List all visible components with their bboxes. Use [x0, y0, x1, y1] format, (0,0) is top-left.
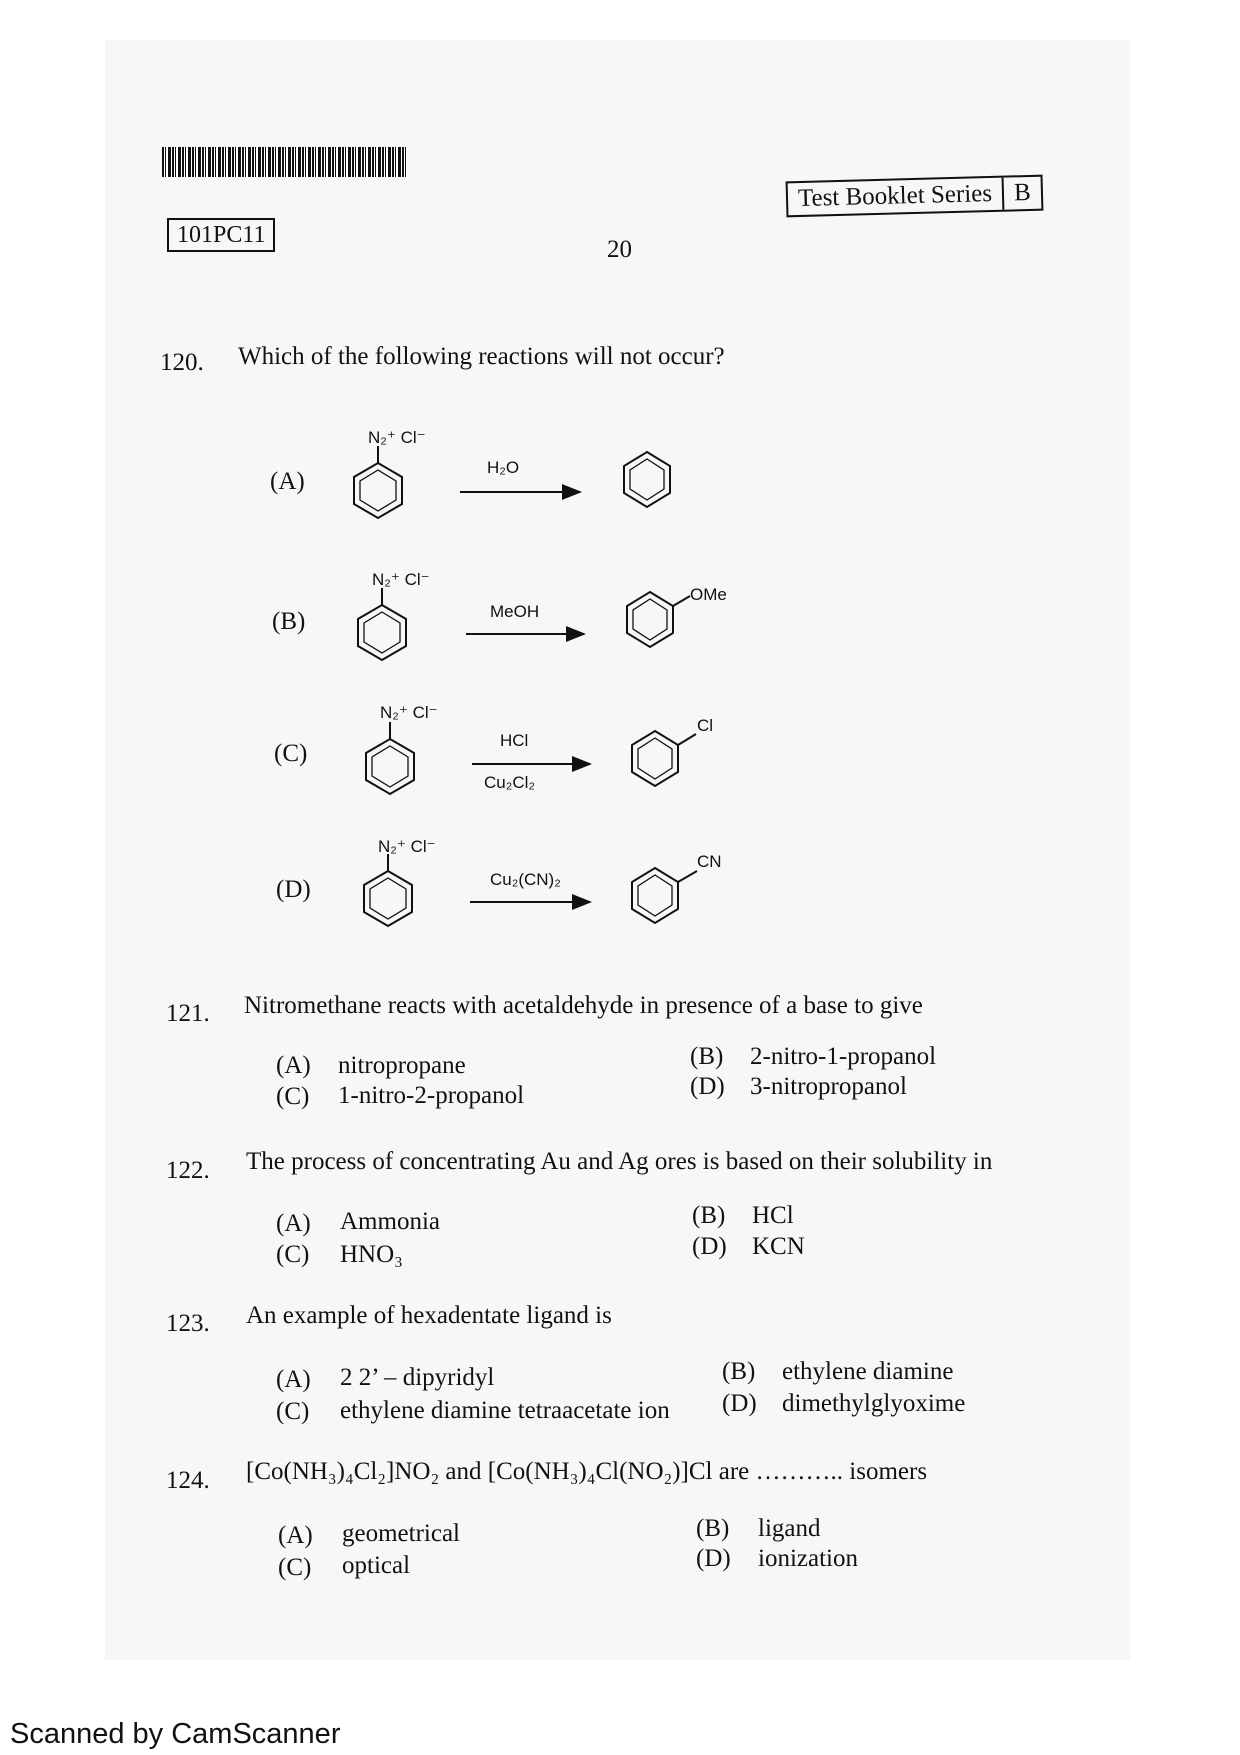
reactant-ring-c	[366, 722, 414, 794]
option-label: (C)	[276, 1241, 310, 1268]
page-number: 20	[607, 236, 632, 263]
product-ring-a	[624, 452, 670, 507]
question-number: 123.	[166, 1310, 210, 1337]
option-label: (D)	[692, 1233, 727, 1260]
option-label: (B)	[696, 1515, 730, 1542]
scanner-watermark: Scanned by CamScanner	[10, 1718, 341, 1750]
option-label: (D)	[696, 1545, 731, 1572]
paper-code: 101PC11	[167, 218, 275, 252]
reagent-d: Cu₂(CN)₂	[490, 870, 561, 889]
option-text: ionization	[758, 1545, 858, 1572]
option-text: ethylene diamine tetraacetate ion	[340, 1397, 670, 1424]
reactant-label-a: N₂⁺ Cl⁻	[368, 428, 426, 447]
product-substituent-b: OMe	[690, 585, 727, 604]
option-label: (C)	[276, 1398, 310, 1425]
option-label: (A)	[276, 1052, 311, 1079]
option-label: (D)	[690, 1073, 725, 1100]
question-number: 122.	[166, 1157, 210, 1184]
option-label-d: (D)	[276, 876, 311, 903]
product-ring-d	[632, 868, 697, 923]
option-text: ligand	[758, 1515, 821, 1542]
reactant-ring-a	[354, 446, 402, 518]
option-text: HNO₃	[340, 1241, 403, 1268]
option-text: HCl	[752, 1202, 794, 1229]
product-ring-c	[632, 731, 696, 786]
option-text: dimethylglyoxime	[782, 1390, 966, 1417]
question-number: 124.	[166, 1467, 210, 1494]
option-label: (A)	[278, 1522, 313, 1549]
option-label: (B)	[690, 1043, 724, 1070]
question-text: An example of hexadentate ligand is	[246, 1302, 612, 1329]
option-label: (C)	[278, 1554, 312, 1581]
product-ring-b	[627, 592, 690, 647]
booklet-series-label: Test Booklet Series	[788, 178, 1005, 216]
question-number: 121.	[166, 1000, 210, 1027]
option-label-a: (A)	[270, 468, 305, 495]
option-text: 3-nitropropanol	[750, 1073, 907, 1100]
option-text: Ammonia	[340, 1208, 440, 1235]
question-text: Nitromethane reacts with acetaldehyde in presence of a base to give	[244, 992, 923, 1019]
option-label: (D)	[722, 1390, 757, 1417]
option-text: geometrical	[342, 1520, 460, 1547]
reactant-ring-d	[364, 854, 412, 926]
option-text: KCN	[752, 1233, 805, 1260]
option-text: 2 2’ – dipyridyl	[340, 1364, 495, 1391]
reagent-c-top: HCl	[500, 731, 529, 750]
option-text: 2-nitro-1-propanol	[750, 1043, 937, 1070]
question-text: Which of the following reactions will not occur?	[238, 343, 725, 370]
reactant-label-c: N₂⁺ Cl⁻	[380, 703, 438, 722]
reagent-b: MeOH	[490, 602, 540, 621]
reactant-label-b: N₂⁺ Cl⁻	[372, 570, 430, 589]
option-label: (A)	[276, 1366, 311, 1393]
reactant-label-d: N₂⁺ Cl⁻	[378, 837, 436, 856]
option-text: optical	[342, 1552, 411, 1579]
option-label-c: (C)	[274, 740, 308, 767]
option-label: (C)	[276, 1083, 310, 1110]
product-substituent-d: CN	[697, 852, 722, 871]
option-text: nitropropane	[338, 1052, 466, 1079]
reactant-ring-b	[358, 588, 406, 660]
option-label: (B)	[692, 1202, 726, 1229]
question-number: 120.	[160, 349, 204, 376]
question-text: The process of concentrating Au and Ag ores is based on their solubility in	[246, 1148, 993, 1175]
option-text: 1-nitro-2-propanol	[338, 1082, 525, 1109]
option-label: (A)	[276, 1210, 311, 1237]
reagent-a: H₂O	[487, 458, 520, 477]
option-label-b: (B)	[272, 608, 306, 635]
product-substituent-c: Cl	[697, 716, 714, 735]
option-text: ethylene diamine	[782, 1358, 954, 1385]
reagent-c-bottom: Cu₂Cl₂	[484, 773, 535, 792]
option-label: (B)	[722, 1358, 756, 1385]
booklet-series-value: B	[1013, 178, 1032, 207]
question-text: [Co(NH₃)₄Cl₂]NO₂ and [Co(NH₃)₄Cl(NO₂)]Cl are ……….. isomers	[246, 1458, 928, 1485]
